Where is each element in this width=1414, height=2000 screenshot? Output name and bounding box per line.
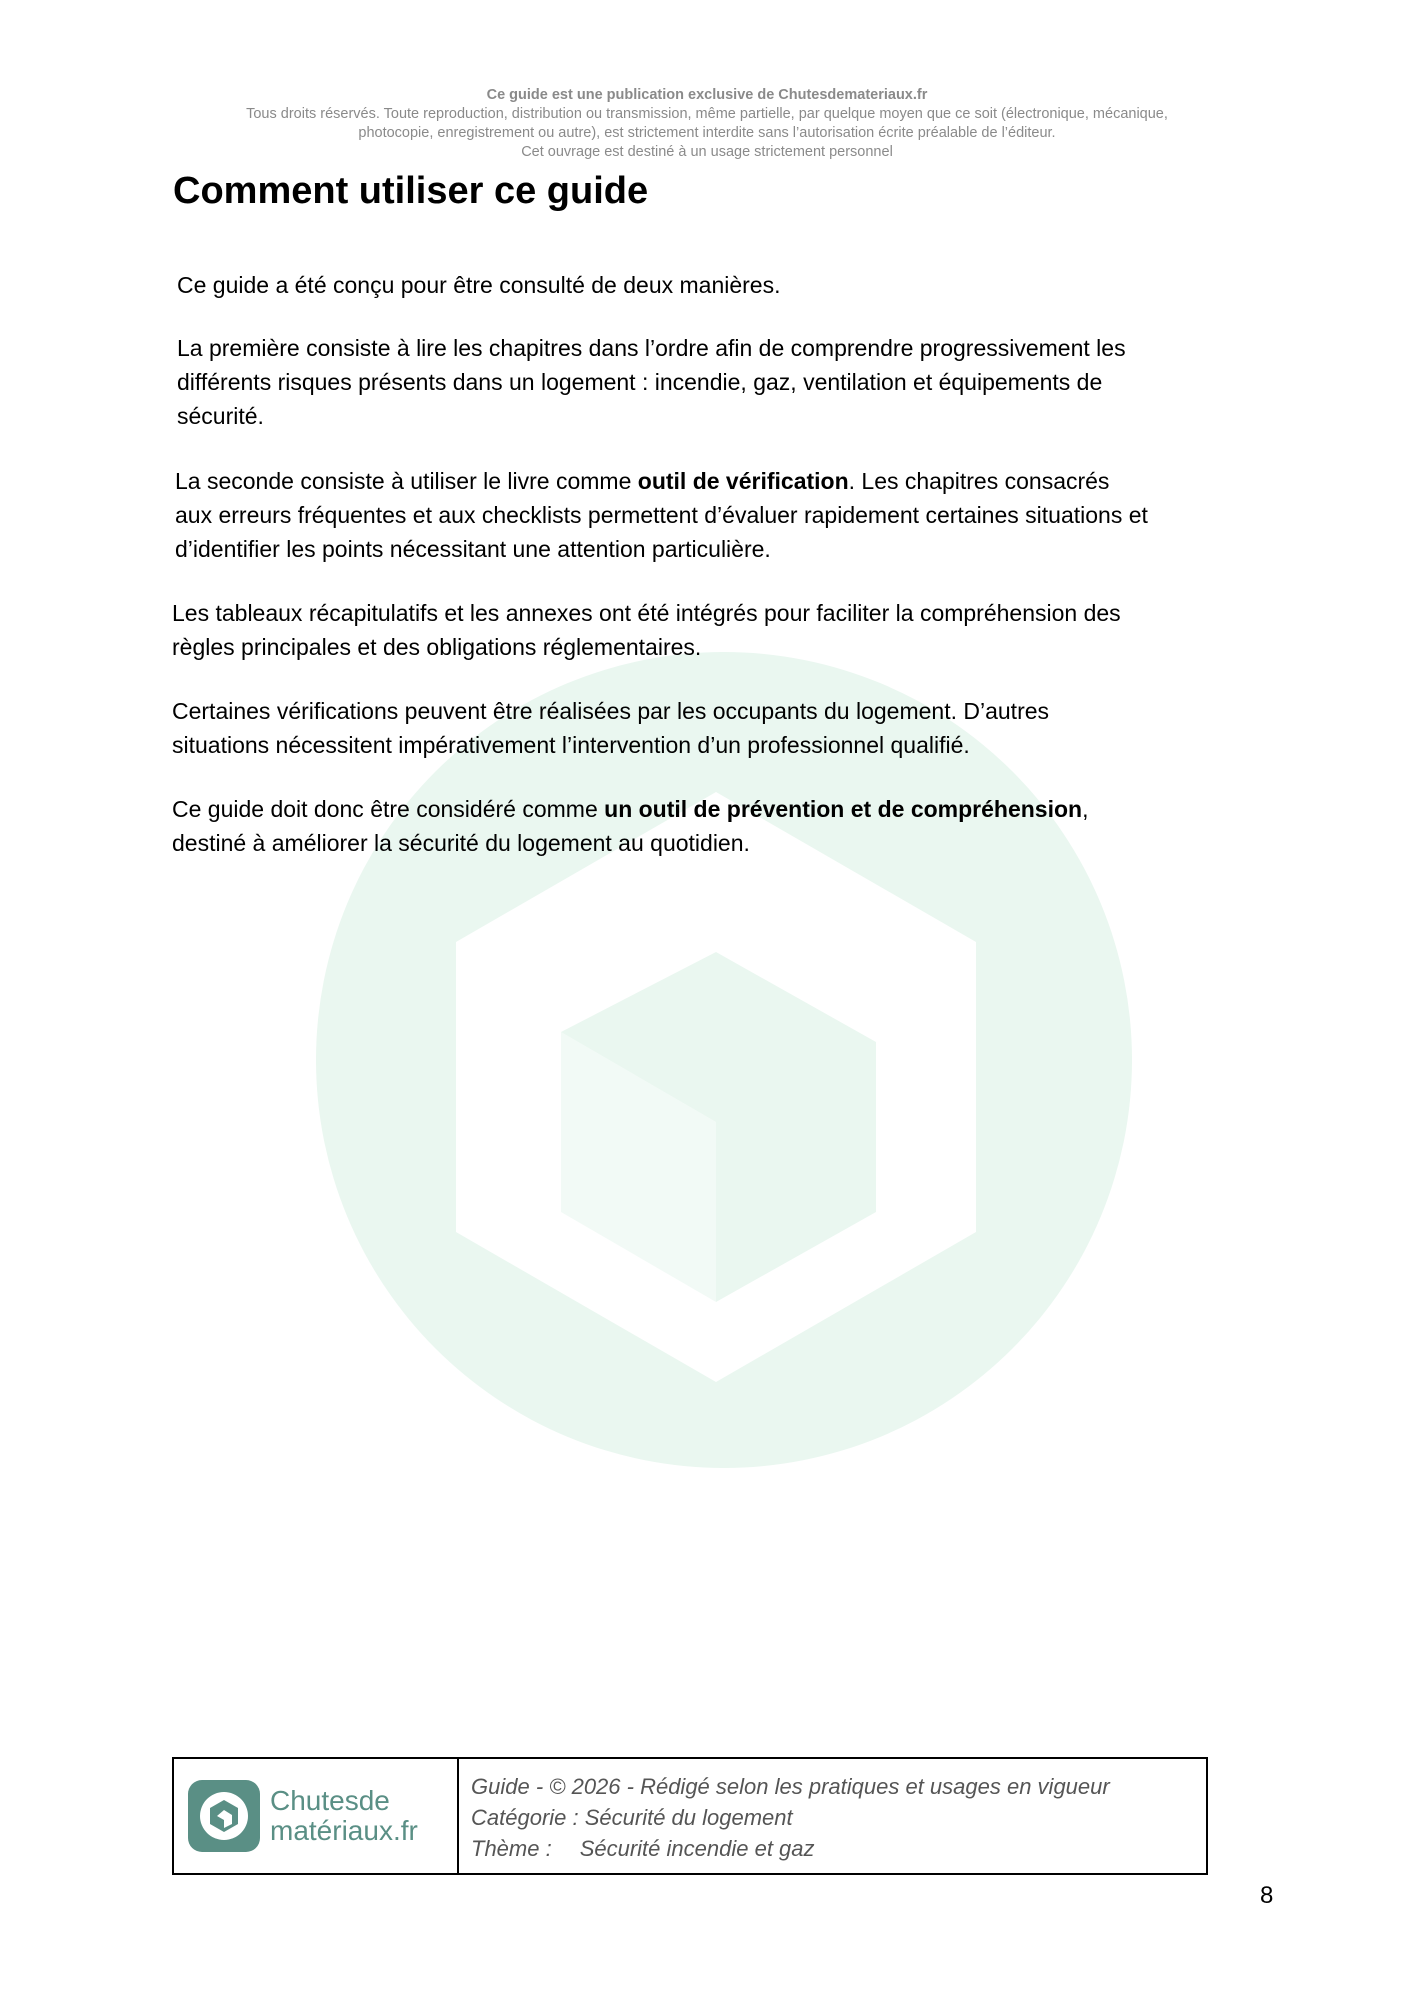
text-line: aux erreurs fréquentes et aux checklists permettent d’évaluer rapidement certaines situations et	[175, 502, 1148, 528]
paragraph-first-method	[177, 331, 1126, 433]
text-line: Certaines vérifications peuvent être réalisées par les occupants du logement. D’autres	[172, 698, 1050, 724]
theme-label: Thème :	[471, 1836, 552, 1861]
text-line: d’identifier les points nécessitant une attention particulière.	[175, 536, 771, 562]
bold-text: un outil de prévention et de compréhension	[604, 796, 1083, 822]
logo-line: matériaux.fr	[270, 1815, 418, 1846]
paragraph-conclusion	[172, 792, 1088, 860]
footer-category: Catégorie : Sécurité du logement	[471, 1805, 793, 1830]
copyright-notice	[0, 86, 1414, 162]
footer-guide: Guide - © 2026 - Rédigé selon les pratiques et usages en vigueur	[471, 1774, 1110, 1799]
text-line: différents risques présents dans un logement : incendie, gaz, ventilation et équipements de	[177, 369, 1103, 395]
text-run: La seconde consiste à utiliser le livre comme	[175, 468, 638, 494]
text-line	[172, 792, 1088, 826]
brand-logo	[174, 1759, 459, 1873]
text-line: destiné à améliorer la sécurité du logement au quotidien.	[172, 830, 750, 856]
footer-info	[459, 1759, 1110, 1873]
logo-line: Chutesde	[270, 1785, 390, 1816]
brand-logo-icon	[188, 1780, 260, 1852]
paragraph-tables	[172, 596, 1121, 664]
copyright-line: Tous droits réservés. Toute reproduction, distribution ou transmission, même partielle, par quelque moyen que ce soit (électronique, mécanique,	[246, 106, 1168, 122]
bold-text: outil de vérification	[637, 468, 849, 494]
text-run: Ce guide doit donc être considéré comme	[172, 796, 605, 822]
text-line: Les tableaux récapitulatifs et les annexes ont été intégrés pour faciliter la compréhension des	[172, 600, 1121, 626]
footer-box	[172, 1757, 1208, 1875]
paragraph-verifications	[172, 694, 1049, 762]
text-line: sécurité.	[177, 403, 264, 429]
text-line: situations nécessitent impérativement l’intervention d’un professionnel qualifié.	[172, 732, 970, 758]
text-line: Ce guide a été conçu pour être consulté de deux manières.	[177, 272, 781, 298]
footer-theme	[471, 1833, 1110, 1864]
paragraph-second-method	[175, 464, 1148, 566]
text-line: règles principales et des obligations réglementaires.	[172, 634, 702, 660]
brand-logo-text	[270, 1786, 418, 1846]
page-number: 8	[1260, 1882, 1274, 1909]
watermark-logo	[316, 652, 1132, 1468]
copyright-line: photocopie, enregistrement ou autre), est strictement interdite sans l’autorisation écrite préalable de l’éditeur.	[358, 125, 1056, 141]
copyright-line: Ce guide est une publication exclusive de Chutesdemateriaux.fr	[486, 87, 928, 103]
text-line	[175, 464, 1148, 498]
text-run: . Les chapitres consacrés	[848, 468, 1110, 494]
text-line: La première consiste à lire les chapitres dans l’ordre afin de comprendre progressivement les	[177, 335, 1126, 361]
copyright-line: Cet ouvrage est destiné à un usage strictement personnel	[521, 144, 893, 160]
paragraph-intro	[177, 268, 781, 302]
theme-value: Sécurité incendie et gaz	[579, 1836, 815, 1861]
page-title: Comment utiliser ce guide	[173, 170, 649, 212]
text-run: ,	[1082, 796, 1089, 822]
